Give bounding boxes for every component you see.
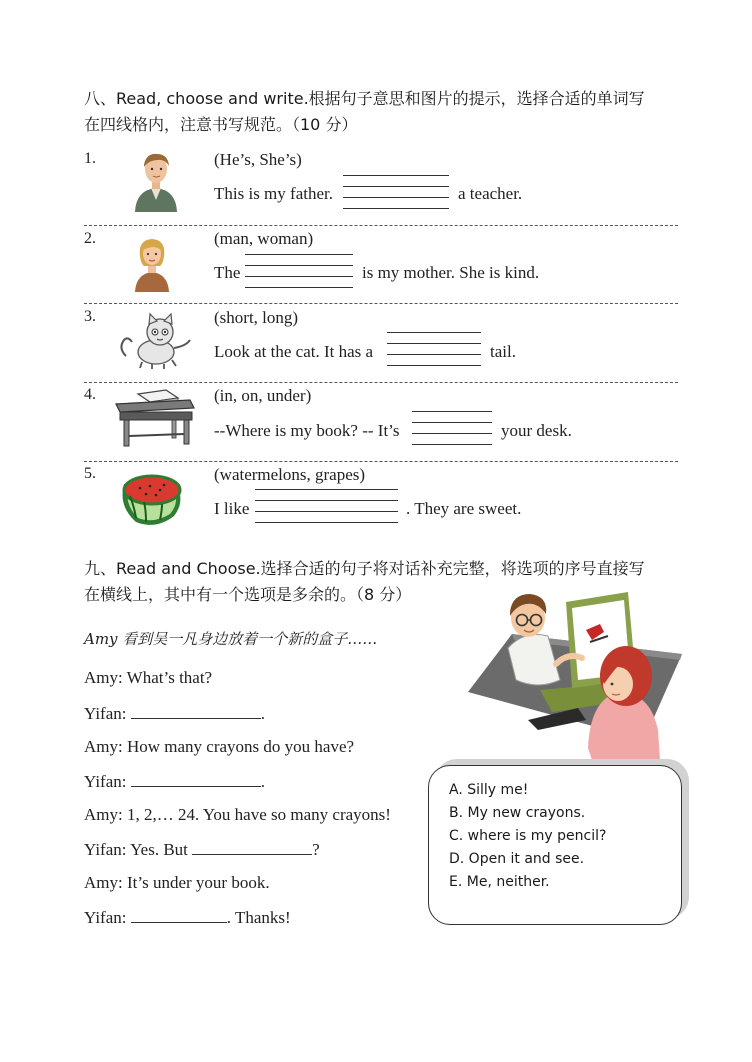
option-e: E. Me, neither. (449, 874, 550, 890)
answer-blank[interactable] (192, 839, 312, 855)
line-suffix: . (260, 772, 265, 791)
speaker-text: Yifan: (84, 908, 131, 927)
dialogue-line: Amy: What’s that? (84, 668, 213, 687)
dialogue-line (84, 907, 291, 928)
sentence-before: --Where is my book? -- It’s (214, 421, 400, 440)
answer-blank[interactable] (131, 771, 261, 787)
sentence-after: a teacher. (458, 184, 523, 203)
options-text: (man, woman) (214, 229, 314, 248)
dialogue-line (84, 771, 265, 792)
dialogue-line (84, 703, 265, 724)
item-number: 5. (84, 465, 96, 482)
line-suffix: . (260, 704, 265, 723)
four-line-grid[interactable] (387, 332, 481, 366)
sentence-before: Look at the cat. It has a (214, 342, 374, 361)
section8-heading-line2: 在四线格内，注意书写规范。（10 分） (84, 115, 358, 134)
dialogue-intro: Amy 看到吴一凡身边放着一个新的盒子…… (84, 630, 378, 648)
woman-icon (132, 234, 172, 292)
line-suffix: . Thanks! (226, 908, 291, 927)
divider (84, 461, 678, 462)
sentence-after: your desk. (501, 421, 572, 440)
four-line-grid[interactable] (255, 489, 398, 523)
answer-blank[interactable] (131, 703, 261, 719)
item-number: 2. (84, 230, 96, 247)
option-d: D. Open it and see. (449, 851, 585, 867)
dialogue-line: Amy: How many crayons do you have? (84, 737, 355, 756)
speaker-text: Yifan: (84, 772, 131, 791)
options-box (428, 765, 682, 925)
section9-heading-line2: 在横线上，其中有一个选项是多余的。（8 分） (84, 585, 412, 604)
sentence-after: is my mother. She is kind. (362, 263, 540, 282)
section9-heading-line1: 九、Read and Choose.选择合适的句子将对话补充完整，将选项的序号直接写 (84, 559, 645, 578)
divider (84, 225, 678, 226)
item-number: 4. (84, 386, 96, 403)
four-line-grid[interactable] (343, 175, 449, 209)
section8-heading (84, 86, 684, 138)
boy-girl-drawing-illustration (468, 580, 682, 760)
four-line-grid[interactable] (412, 411, 492, 445)
sentence-before: I like (214, 499, 250, 518)
option-a: A. Silly me! (449, 782, 529, 798)
watermelon-icon (116, 466, 186, 528)
cat-icon (116, 312, 194, 370)
options-text: (He’s, She’s) (214, 150, 302, 169)
item-number: 1. (84, 150, 96, 167)
dialogue-line: Amy: It’s under your book. (84, 873, 270, 892)
section8-heading-line1: 八、Read, choose and write.根据句子意思和图片的提示，选择合适的单词写 (84, 89, 645, 108)
item-number: 3. (84, 308, 96, 325)
speaker-text: Yifan: (84, 704, 131, 723)
sentence-after: tail. (490, 342, 516, 361)
sentence-before: This is my father. (214, 184, 333, 203)
options-text: (in, on, under) (214, 386, 312, 405)
desk-icon (112, 386, 196, 448)
dialogue-line (84, 839, 320, 860)
sentence-after: . They are sweet. (406, 499, 522, 518)
divider (84, 382, 678, 383)
man-icon (132, 150, 180, 212)
answer-blank[interactable] (131, 907, 227, 923)
line-suffix: ? (312, 840, 320, 859)
speaker-text: Yifan: Yes. But (84, 840, 193, 859)
dialogue-line: Amy: 1, 2,… 24. You have so many crayons! (84, 805, 391, 824)
option-b: B. My new crayons. (449, 805, 586, 821)
four-line-grid[interactable] (245, 254, 353, 288)
divider (84, 303, 678, 304)
option-c: C. where is my pencil? (449, 828, 607, 844)
options-text: (short, long) (214, 308, 299, 327)
sentence-before: The (214, 263, 241, 282)
options-text: (watermelons, grapes) (214, 465, 366, 484)
